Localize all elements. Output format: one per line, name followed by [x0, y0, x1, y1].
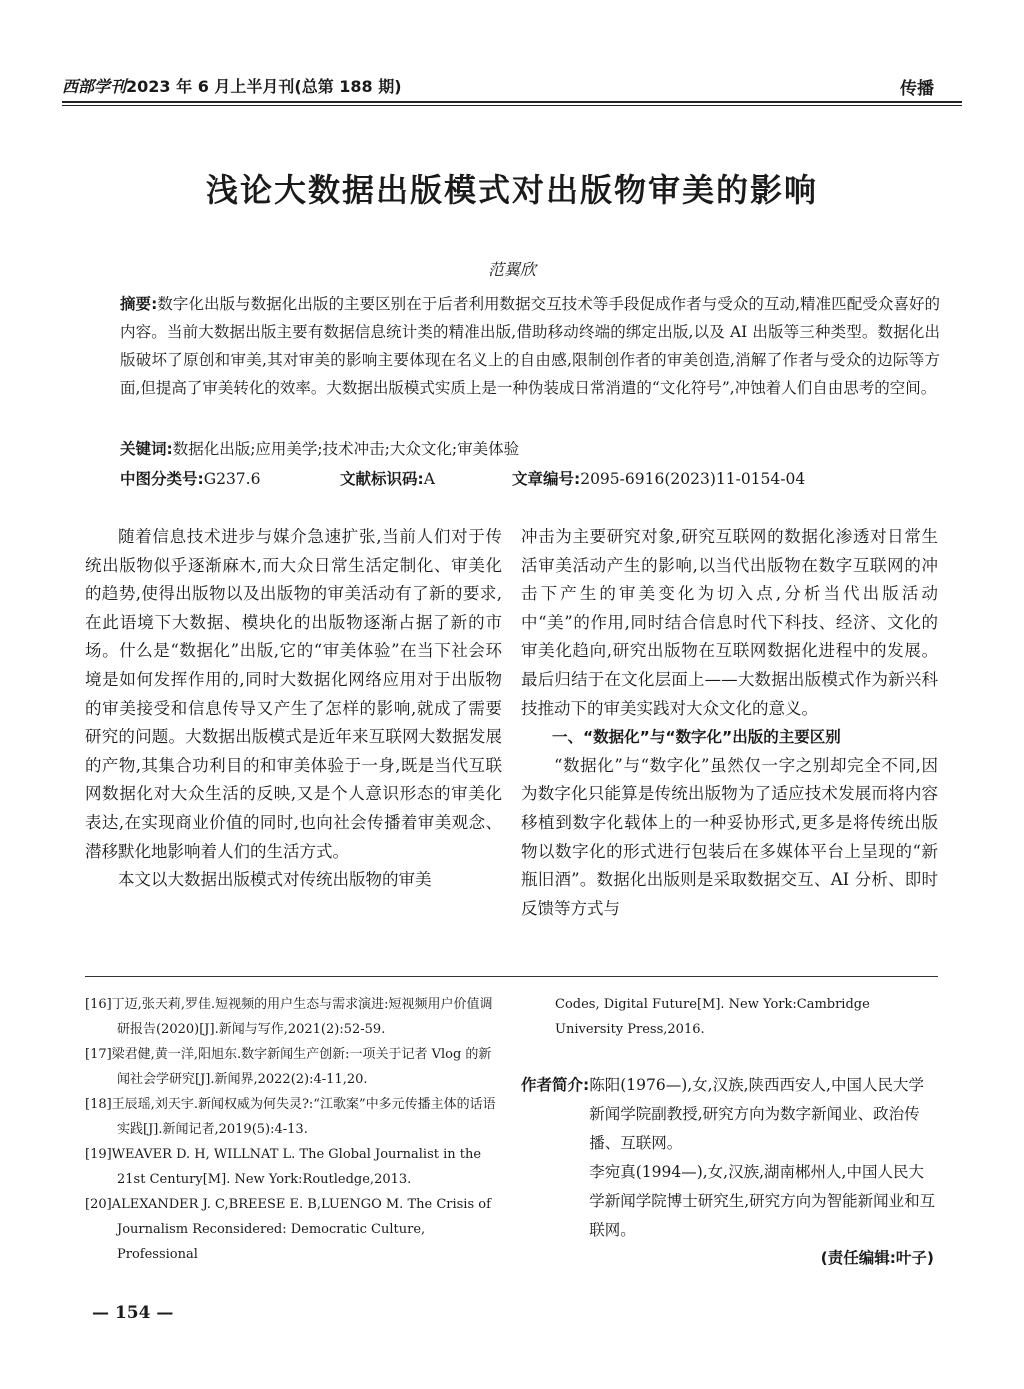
page-number: — 154 —: [92, 1303, 174, 1323]
reference-list: [85, 992, 499, 1267]
keywords: [120, 437, 519, 459]
body-column-right: [521, 523, 938, 923]
abstract-label: 摘要:: [120, 295, 158, 313]
journal-logo: 西部学刊: [62, 77, 127, 96]
body-column-left: [85, 523, 502, 895]
issue-info: 2023 年 6 月上半月刊(总第 188 期): [126, 77, 402, 96]
author-bio: [521, 1071, 938, 1245]
clc-label: 中图分类号:: [120, 470, 204, 488]
header-rule-thin: [62, 105, 962, 106]
author-bio-label: 作者简介:: [521, 1076, 590, 1094]
body-paragraph: 本文以大数据出版模式对传统出版物的审美: [118, 870, 432, 890]
reference-item: [17]梁君健,黄一洋,阳旭东.数字新闻生产创新:一项关于记者 Vlog 的新闻社会学研究[J].新闻界,2022(2):4-11,20.: [85, 1047, 492, 1087]
footnote-separator: [85, 976, 938, 977]
abstract-text: 数字化出版与数据化出版的主要区别在于后者利用数据交互技术等手段促成作者与受众的互动,精准匹配受众喜好的内容。当前大数据出版主要有数据信息统计类的精准出版,借助移动终端的绑定出版,以及 AI 出版等三种类型。数据化出版破坏了原创和审美,其对审美的影响主要体现在名义上的自由感,限制创作者的审美创造,消解了作者与受众的边际等方面,但提高了审美转化的效率。大数据出版模式实质上是一种伪装成日常消遣的“文化符号”,冲蚀着人们自由思考的空间。: [120, 295, 940, 397]
responsible-editor: (责任编辑:叶子): [820, 1249, 934, 1267]
section-name: 传播: [900, 79, 934, 99]
reference-item: [20]ALEXANDER J. C,BREESE E. B,LUENGO M. The Crisis of Journalism Reconsidered: Democratic Culture, Professional: [85, 1197, 491, 1262]
reference-item: [16]丁迈,张天莉,罗佳.短视频的用户生态与需求演进:短视频用户价值调研报告(2020)[J].新闻与写作,2021(2):52-59.: [85, 997, 493, 1037]
keywords-text: 数据化出版;应用美学;技术冲击;大众文化;审美体验: [172, 440, 520, 458]
clc-value: G237.6: [203, 470, 261, 488]
article-author: 范翼欣: [487, 260, 536, 279]
abstract: [120, 290, 940, 402]
body-paragraph: 随着信息技术进步与媒介急速扩张,当前人们对于传统出版物似乎逐渐麻木,而大众日常生活定制化、审美化的趋势,使得出版物以及出版物的审美活动有了新的要求,在此语境下大数据、模块化的出版物逐渐占据了新的市场。什么是“数据化”出版,它的“审美体验”在当下社会环境是如何发挥作用的,同时大数据化网络应用对于出版物的审美接受和信息传导又产生了怎样的影响,就成了需要研究的问题。大数据出版模式是近年来互联网大数据发展的产物,其集合功利目的和审美体验于一身,既是当代互联网数据化对大众生活的反映,又是个人意识形态的审美化表达,在实现商业价值的同时,也向社会传播着审美观念、潜移默化地影响着人们的生活方式。: [85, 527, 502, 861]
keywords-label: 关键词:: [120, 440, 173, 458]
running-header: [62, 74, 402, 97]
doc-code-label: 文献标识码:: [340, 470, 424, 488]
author-bio-text: 陈阳(1976—),女,汉族,陕西西安人,中国人民大学新闻学院副教授,研究方向为数字新闻业、政治传播、互联网。: [589, 1076, 924, 1152]
article-number-value: 2095-6916(2023)11-0154-04: [580, 470, 806, 488]
section-heading: 一、“数据化”与“数字化”出版的主要区别: [552, 728, 841, 747]
header-rule: [62, 101, 962, 103]
reference-continuation: Codes, Digital Future[M]. New York:Cambridge University Press,2016.: [555, 997, 870, 1037]
article-number-label: 文章编号:: [512, 470, 581, 488]
article-title: 浅论大数据出版模式对出版物审美的影响: [205, 171, 818, 209]
classification-line: [120, 467, 940, 489]
doc-code-value: A: [423, 470, 435, 488]
reference-item: [18]王辰瑶,刘天宇.新闻权威为何失灵?:“江歌案”中多元传播主体的话语实践[J].新闻记者,2019(5):4-13.: [85, 1097, 496, 1137]
author-bio-text: 李宛真(1994—),女,汉族,湖南郴州人,中国人民大学新闻学院博士研究生,研究方向为智能新闻业和互联网。: [589, 1163, 936, 1239]
body-paragraph: “数据化”与“数字化”虽然仅一字之别却完全不同,因为数字化只能算是传统出版物为了适应技术发展而将内容移植到数字化载体上的一种妥协形式,更多是将传统出版物以数字化的形式进行包装后在多媒体平台上呈现的“新瓶旧酒”。数据化出版则是采取数据交互、AI 分析、即时反馈等方式与: [521, 755, 938, 918]
reference-item: [19]WEAVER D. H, WILLNAT L. The Global Journalist in the 21st Century[M]. New York:Routledge,2013.: [85, 1147, 482, 1187]
body-paragraph: 冲击为主要研究对象,研究互联网的数据化渗透对日常生活审美活动产生的影响,以当代出版物在数字互联网的冲击下产生的审美变化为切入点,分析当代出版活动中“美”的作用,同时结合信息时代下科技、经济、文化的审美化趋向,研究出版物在互联网数据化进程中的发展。最后归结于在文化层面上——大数据出版模式作为新兴科技推动下的审美实践对大众文化的意义。: [521, 527, 938, 718]
